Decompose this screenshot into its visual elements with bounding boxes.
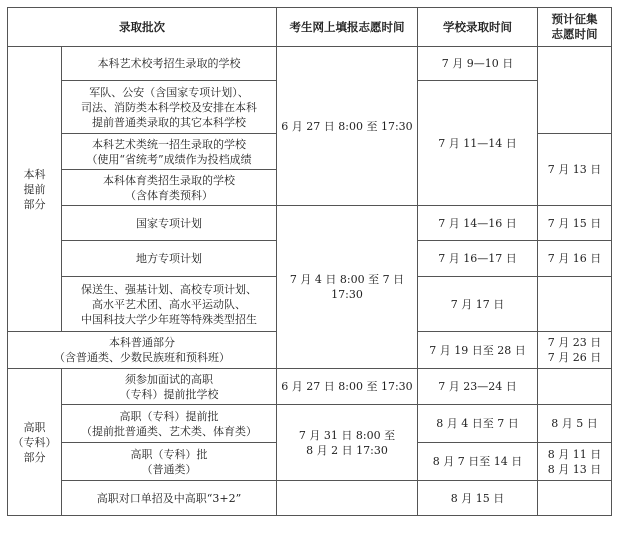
- admit-time-cell: 7 月 19 日至 28 日: [418, 332, 538, 369]
- admit-time-cell: 7 月 23—24 日: [418, 369, 538, 405]
- solicit-time-cell: 7 月 13 日: [538, 134, 612, 206]
- fill-time-cell: 6 月 27 日 8:00 至 17:30: [277, 47, 418, 206]
- admit-time-cell: 7 月 17 日: [418, 277, 538, 332]
- admit-time-cell: 7 月 14—16 日: [418, 206, 538, 241]
- admit-time-cell: 8 月 15 日: [418, 481, 538, 516]
- admit-time-cell: 7 月 11—14 日: [418, 81, 538, 206]
- header-fill-time: 考生网上填报志愿时间: [277, 8, 418, 47]
- batch-name: 地方专项计划: [62, 241, 277, 277]
- fill-time-cell: 7 月 4 日 8:00 至 7 日 17:30: [277, 206, 418, 369]
- fill-time-cell: [277, 481, 418, 516]
- admit-time-cell: 7 月 9—10 日: [418, 47, 538, 81]
- batch-name: 高职（专科）提前批 （提前批普通类、艺术类、体育类）: [62, 405, 277, 443]
- solicit-time-cell: [538, 481, 612, 516]
- admit-time-cell: 8 月 7 日至 14 日: [418, 443, 538, 481]
- table-row: [8, 405, 612, 443]
- batch-name: 高职对口单招及中高职“3+2”: [62, 481, 277, 516]
- table-row: [8, 481, 612, 516]
- solicit-time-cell: 8 月 11 日 8 月 13 日: [538, 443, 612, 481]
- table-row: [8, 369, 612, 405]
- solicit-time-cell: 7 月 16 日: [538, 241, 612, 277]
- solicit-time-cell: [538, 47, 612, 134]
- solicit-time-cell: 7 月 15 日: [538, 206, 612, 241]
- solicit-time-cell: [538, 277, 612, 332]
- fill-time-cell: 7 月 31 日 8:00 至 8 月 2 日 17:30: [277, 405, 418, 481]
- batch-name: 本科体育类招生录取的学校 （含体育类预科）: [62, 170, 277, 206]
- undergrad-section-label: 本科 提前 部分: [8, 47, 62, 332]
- solicit-time-cell: 8 月 5 日: [538, 405, 612, 443]
- solicit-time-cell: 7 月 23 日 7 月 26 日: [538, 332, 612, 369]
- batch-name: 保送生、强基计划、高校专项计划、 高水平艺术团、高水平运动队、 中国科技大学少年班等特殊类型招生: [62, 277, 277, 332]
- header-row: [8, 8, 612, 47]
- batch-name: 本科普通部分 （含普通类、少数民族班和预科班）: [8, 332, 277, 369]
- header-batch: 录取批次: [8, 8, 277, 47]
- header-solicit-time: 预计征集 志愿时间: [538, 8, 612, 47]
- batch-name: 须参加面试的高职 （专科）提前批学校: [62, 369, 277, 405]
- batch-name: 国家专项计划: [62, 206, 277, 241]
- admit-time-cell: 7 月 16—17 日: [418, 241, 538, 277]
- batch-name: 本科艺术类统一招生录取的学校 （使用“省统考”成绩作为投档成绩: [62, 134, 277, 170]
- batch-name: 本科艺术校考招生录取的学校: [62, 47, 277, 81]
- vocational-section-label: 高职 （专科） 部分: [8, 369, 62, 516]
- table-row: [8, 47, 612, 81]
- fill-time-cell: 6 月 27 日 8:00 至 17:30: [277, 369, 418, 405]
- admit-time-cell: 8 月 4 日至 7 日: [418, 405, 538, 443]
- table-row: [8, 206, 612, 241]
- solicit-time-cell: [538, 369, 612, 405]
- header-admit-time: 学校录取时间: [418, 8, 538, 47]
- admission-schedule-table: [7, 7, 612, 516]
- batch-name: 军队、公安（含国家专项计划）、 司法、消防类本科学校及安排在本科 提前普通类录取的其它本科学校: [62, 81, 277, 134]
- batch-name: 高职（专科）批 （普通类）: [62, 443, 277, 481]
